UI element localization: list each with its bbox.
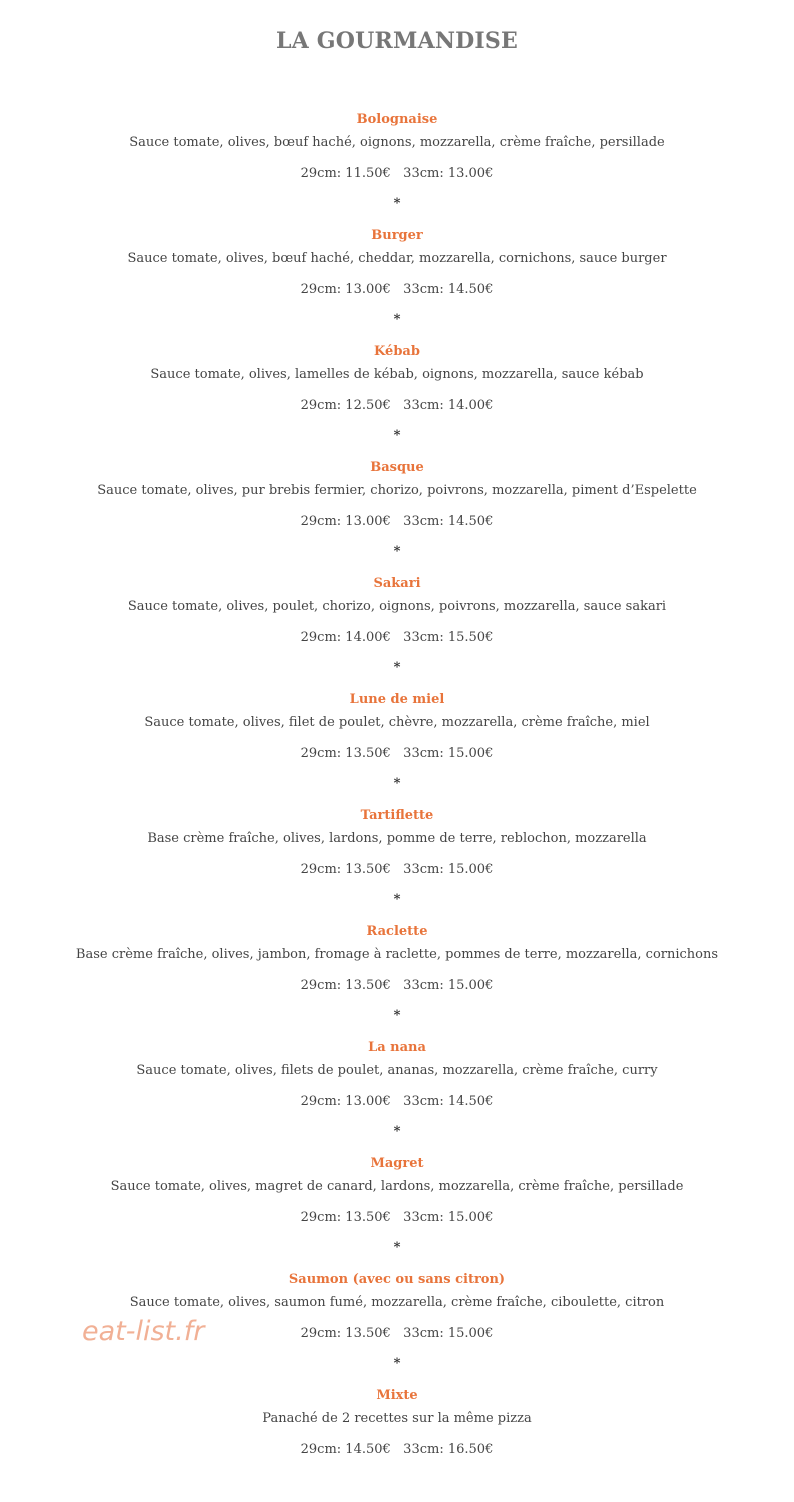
- separator: *: [393, 892, 401, 907]
- pizza-price: 29cm: 14.00€ 33cm: 15.50€: [300, 630, 494, 645]
- separator: *: [393, 196, 401, 211]
- pizza-price: 29cm: 13.00€ 33cm: 14.50€: [300, 282, 494, 297]
- pizza-name: La nana: [368, 1040, 426, 1055]
- pizza-price: 29cm: 13.50€ 33cm: 15.00€: [300, 1210, 494, 1225]
- separator: *: [393, 1240, 401, 1255]
- menu-item: [0, 1386, 794, 1502]
- pizza-name: Kébab: [374, 344, 420, 359]
- pizza-price: 29cm: 12.50€ 33cm: 14.00€: [300, 398, 494, 413]
- pizza-name: Bolognaise: [356, 112, 438, 127]
- menu-item: [0, 458, 794, 574]
- pizza-price: 29cm: 13.50€ 33cm: 15.00€: [300, 746, 494, 761]
- pizza-description: Sauce tomate, olives, magret de canard, lardons, mozzarella, crème fraîche, persillade: [110, 1179, 684, 1194]
- pizza-description: Sauce tomate, olives, bœuf haché, oignons, mozzarella, crème fraîche, persillade: [129, 135, 665, 150]
- separator: *: [393, 1356, 401, 1371]
- separator: *: [393, 428, 401, 443]
- pizza-price: 29cm: 13.00€ 33cm: 14.50€: [300, 514, 494, 529]
- separator: *: [393, 1124, 401, 1139]
- menu-item: [0, 1154, 794, 1270]
- menu-item: [0, 1038, 794, 1154]
- watermark: eat-list.fr: [82, 1316, 205, 1347]
- pizza-description: Sauce tomate, olives, bœuf haché, cheddar, mozzarella, cornichons, sauce burger: [127, 251, 667, 266]
- pizza-description: Sauce tomate, olives, filets de poulet, ananas, mozzarella, crème fraîche, curry: [136, 1063, 658, 1078]
- pizza-menu: [0, 110, 794, 1502]
- pizza-description: Sauce tomate, olives, lamelles de kébab, oignons, mozzarella, sauce kébab: [150, 367, 644, 382]
- pizza-price: 29cm: 13.50€ 33cm: 15.00€: [300, 1326, 494, 1341]
- pizza-price: 29cm: 13.00€ 33cm: 14.50€: [300, 1094, 494, 1109]
- menu-item: [0, 690, 794, 806]
- pizza-description: Sauce tomate, olives, poulet, chorizo, oignons, poivrons, mozzarella, sauce sakari: [127, 599, 667, 614]
- separator: *: [393, 1008, 401, 1023]
- pizza-name: Burger: [371, 228, 423, 243]
- pizza-name: Mixte: [376, 1388, 418, 1403]
- page-title: LA GOURMANDISE: [276, 28, 518, 54]
- menu-item: [0, 342, 794, 458]
- pizza-name: Raclette: [366, 924, 428, 939]
- menu-item: [0, 574, 794, 690]
- pizza-description: Sauce tomate, olives, filet de poulet, chèvre, mozzarella, crème fraîche, miel: [144, 715, 650, 730]
- menu-item: [0, 806, 794, 922]
- pizza-description: Sauce tomate, olives, saumon fumé, mozzarella, crème fraîche, ciboulette, citron: [129, 1295, 665, 1310]
- pizza-name: Sakari: [373, 576, 421, 591]
- pizza-name: Magret: [370, 1156, 424, 1171]
- pizza-name: Tartiflette: [360, 808, 434, 823]
- pizza-description: Base crème fraîche, olives, lardons, pomme de terre, reblochon, mozzarella: [147, 831, 647, 846]
- menu-item: [0, 922, 794, 1038]
- pizza-description: Sauce tomate, olives, pur brebis fermier, chorizo, poivrons, mozzarella, piment d’Espelette: [97, 483, 697, 498]
- pizza-price: 29cm: 11.50€ 33cm: 13.00€: [300, 166, 494, 181]
- menu-item: [0, 226, 794, 342]
- pizza-description: Panaché de 2 recettes sur la même pizza: [262, 1411, 532, 1426]
- separator: *: [393, 660, 401, 675]
- separator: *: [393, 544, 401, 559]
- pizza-description: Base crème fraîche, olives, jambon, fromage à raclette, pommes de terre, mozzarella, cornichons: [75, 947, 719, 962]
- pizza-name: Saumon (avec ou sans citron): [288, 1272, 506, 1287]
- pizza-name: Lune de miel: [349, 692, 445, 707]
- pizza-price: 29cm: 14.50€ 33cm: 16.50€: [300, 1442, 494, 1457]
- pizza-name: Basque: [370, 460, 424, 475]
- menu-item: [0, 110, 794, 226]
- separator: *: [393, 312, 401, 327]
- pizza-price: 29cm: 13.50€ 33cm: 15.00€: [300, 862, 494, 877]
- separator: *: [393, 776, 401, 791]
- pizza-price: 29cm: 13.50€ 33cm: 15.00€: [300, 978, 494, 993]
